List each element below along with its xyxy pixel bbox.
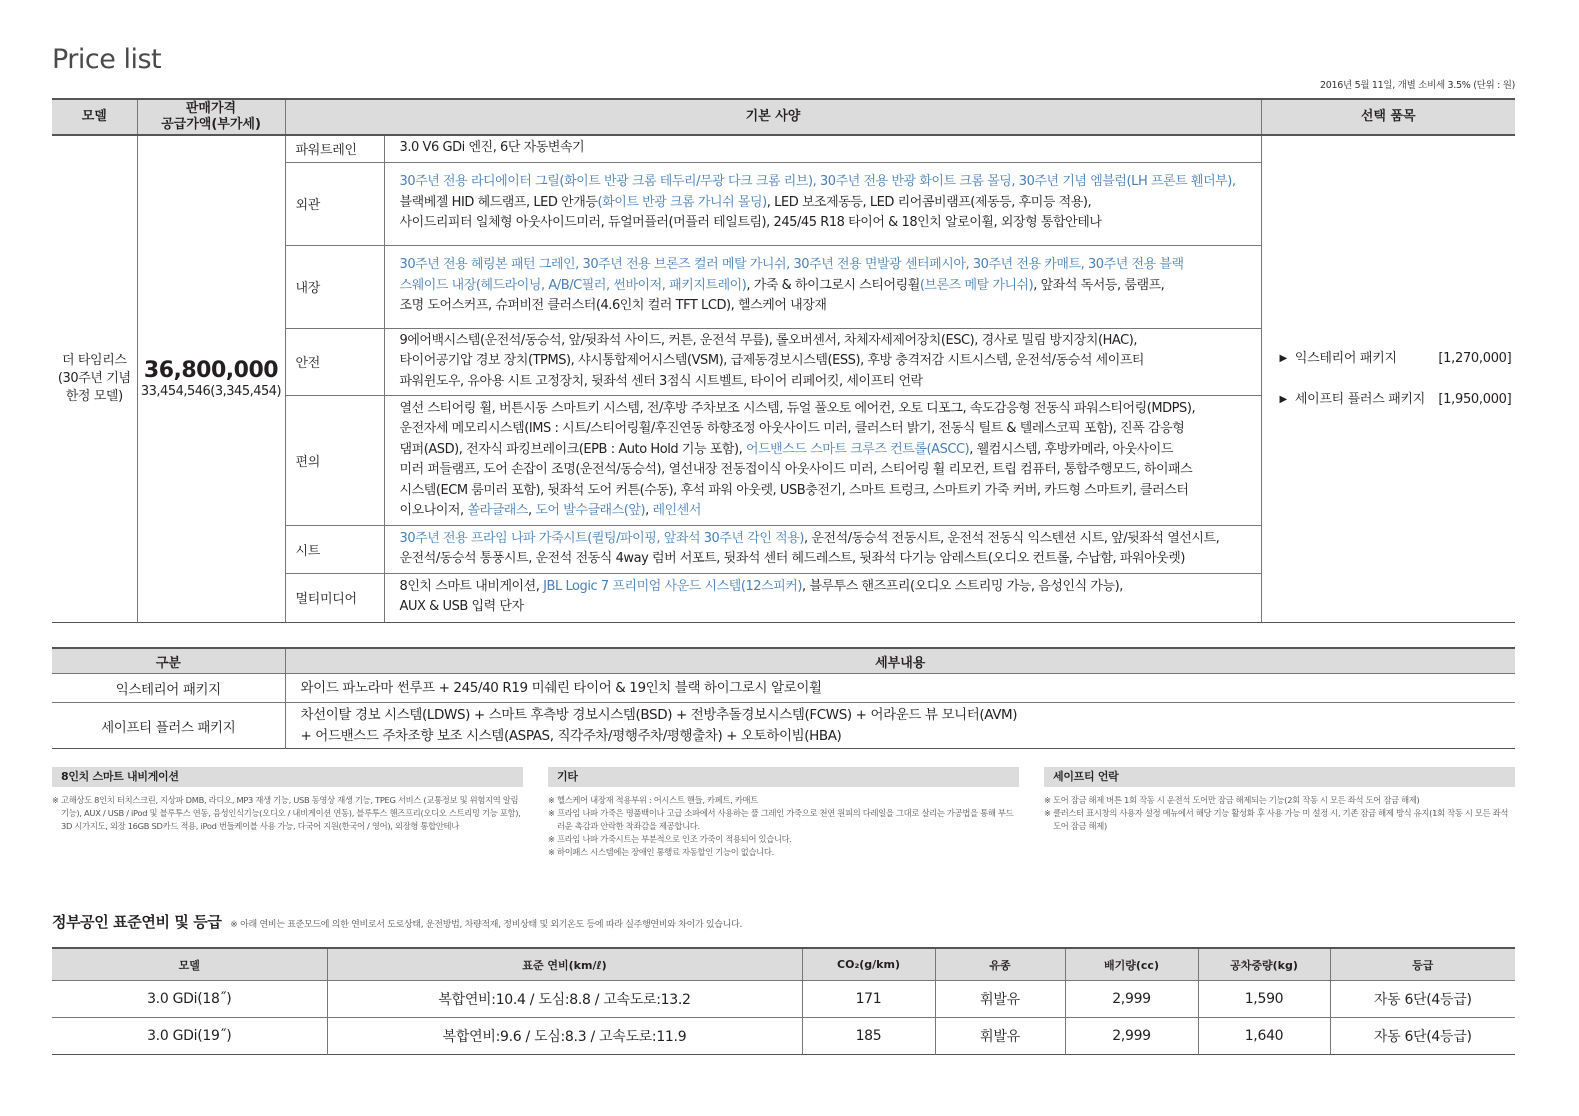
option-item [1280,338,1516,379]
header-price-line1: 판매가격 [185,101,237,116]
spec-text: 8인치 스마트 내비게이션, [399,578,544,594]
option-item [1280,379,1516,420]
package-table-header [52,648,1515,674]
model-row [52,135,1515,622]
fuel-note: ※ 아래 연비는 표준모드에 의한 연비로서 도로상태, 운전방법, 차량적재, 정비상태 및 외기온도 등에 따라 실주행연비와 차이가 있습니다. [230,920,743,930]
fuel-table-body [52,981,1515,1055]
fuel-cell: 1,590 [1198,981,1330,1018]
header-price [137,99,285,135]
fuel-cell: 복합연비:10.4 / 도심:8.8 / 고속도로:13.2 [327,981,802,1018]
spec-text: 3.0 V6 GDi 엔진, 6단 자동변속기 [399,140,585,155]
header-price-line2: 공급가액(부가세) [161,117,261,132]
fuel-cell: 휘발유 [935,1018,1065,1055]
package-table [52,647,1515,749]
spec-text: 9에어백시스템(운전석/동승석, 앞/뒷좌석 사이드, 커튼, 운전석 무릎), 롤오버센서, 차체자세제어장치(ESC), 경사로 밀림 방지장치(HAC), 타이어공기압 경보 장치(TPMS), 샤시통합제어시스템(VSM), 급제동경보시스템(ESS), 후방 충격저감 시트시스템, 운전석/동승석 세이프티 파워윈도우, 유아용 시트 고정장치, 뒷좌석 센터 3점식 시트벨트, 타이어 리페어킷, 세이프티 언락 [399,332,1145,389]
fuel-cell: 3.0 GDi(18˝) [52,981,327,1018]
note-heading: 기타 [548,767,1019,787]
spec-description [384,526,1261,574]
note-column [548,767,1019,859]
spec-text: 열선 스티어링 휠, 버튼시동 스마트키 시스템, 전/후방 주차보조 시스템, 듀얼 풀오토 에어컨, 오토 디포그, 속도감응형 전동식 파워스티어링(MDPS), 운전자세 메모리시스템(IMS : 시트/스티어링휠/후진연동 하향조정 아웃사이드 미러, 클러스터 밝기, 전동식 틸트 & 텔레스코픽 포함), 진폭 감응형 댐퍼(ASD), 전자식 파킹브레이크(EPB : Auto Hold 기능 포함), [399,400,1196,457]
package-detail: 차선이탈 경보 시스템(LDWS) + 스마트 후측방 경보시스템(BSD) + 전방추돌경보시스템(FCWS) + 어라운드 뷰 모니터(AVM) + 어드밴스드 주차조향 보조 시스템(ASPAS, 직각주차/평행주차/평행출차) + 오토하이빔(HBA) [300,707,1018,744]
fuel-header-cell: 모델 [52,948,327,981]
fuel-header-cell: 등급 [1330,948,1515,981]
highlighted-spec: 어드밴스드 스마트 크루즈 컨트롤(ASCC) [745,441,970,457]
package-name: 익스테리어 패키지 [52,674,285,703]
fuel-header-cell: CO₂(g/km) [802,948,935,981]
spec-row [286,396,1261,526]
fuel-cell: 171 [802,981,935,1018]
header-package-category: 구분 [52,648,285,674]
highlighted-spec: 레인센서 [652,503,701,518]
spec-text: , [645,503,653,518]
highlighted-spec: 쏠라글래스 [467,503,528,518]
option-name: 세이프티 플러스 패키지 [1294,391,1426,407]
fuel-header-cell: 배기량(cc) [1065,948,1198,981]
fuel-title-text: 정부공인 표준연비 및 등급 [52,913,222,931]
fuel-row [52,981,1515,1018]
spec-category: 파워트레인 [286,136,385,162]
note-item: ※ 도어 잠금 해제 버튼 1회 작동 시 운전석 도어만 잠금 해제되는 기능(2회 작동 시 모든 좌석 도어 잠금 해제) [1044,795,1420,805]
fuel-cell: 3.0 GDi(19˝) [52,1018,327,1055]
fuel-cell: 2,999 [1065,981,1198,1018]
model-name [52,135,137,622]
spec-row [286,136,1261,162]
highlighted-spec: 30주년 전용 라디에이터 그릴(화이트 반광 크롬 테두리/무광 다크 크롬 리브), 30주년 전용 반광 화이트 크롬 몰딩, 30주년 기념 엠블럼(LH 프론트 휀더부), [399,174,1236,190]
supply-price: 33,454,546(3,345,454) [140,384,282,400]
fuel-table [52,947,1515,1055]
spec-text: , 가죽 & 하이그로시 스티어링휠 [746,277,920,293]
arrow-icon: ▶ [1279,393,1287,405]
fuel-cell: 복합연비:9.6 / 도심:8.3 / 고속도로:11.9 [327,1018,802,1055]
fuel-cell: 185 [802,1018,935,1055]
option-name: 익스테리어 패키지 [1294,350,1397,366]
note-list [548,794,1019,859]
spec-category: 시트 [286,526,385,574]
highlighted-spec: 도어 발수글래스(앞) [535,503,646,518]
model-name-line: 더 타임리스 [61,352,127,368]
option-price: [1,270,000] [1438,350,1512,366]
spec-row [286,526,1261,574]
spec-cell [285,135,1261,622]
spec-text: , 블루투스 핸즈프리(오디오 스트리밍 가능, 음성인식 가능), AUX & USB 입력 단자 [399,578,1123,615]
spec-table [286,136,1261,622]
package-name: 세이프티 플러스 패키지 [52,703,285,749]
note-item: ※ 헬스케어 내장재 적용부위 : 어시스트 핸들, 카페트, 카매트 [548,795,758,805]
note-item: ※ 클러스터 표시창의 사용자 설정 메뉴에서 해당 기능 활성화 후 사용 가능 미 설정 시, 기존 잠금 해제 방식 유지(1회 작동 시 모든 좌석 도어 잠금 해제) [1044,808,1509,831]
fuel-cell: 2,999 [1065,1018,1198,1055]
price-table-header [52,99,1515,135]
package-detail: 와이드 파노라마 썬루프 + 245/40 R19 미쉐린 타이어 & 19인치 블랙 하이그로시 알로이휠 [285,674,1515,703]
note-column [52,767,523,833]
header-basic-spec: 기본 사양 [285,99,1261,135]
price-cell [137,135,285,622]
spec-row [286,574,1261,622]
note-heading: 8인치 스마트 내비게이션 [52,767,523,787]
note-item: ※ 프라임 나파 가죽시트는 부분적으로 인조 가죽이 적용되어 있습니다. [548,834,792,844]
fuel-header-cell: 표준 연비(km/ℓ) [327,948,802,981]
highlighted-spec: 30주년 전용 프라임 나파 가죽시트(퀼팅/파이핑, 앞좌석 30주년 각인 적용) [399,530,805,546]
arrow-icon: ▶ [1279,352,1287,364]
price-table [52,98,1515,623]
highlighted-spec: 30주년 전용 헤링본 패턴 그레인, 30주년 전용 브론즈 컬러 메탈 가니쉬, 30주년 전용 면발광 센터페시아, 30주년 전용 카매트, 30주년 전용 블랙 스웨이드 내장(헤드라이닝, A/B/C필러, 썬바이저, 패키지트레이) [399,257,1184,293]
page-title: Price list [52,44,162,75]
date-note: 2016년 5월 11일, 개별 소비세 3.5% (단위 : 원) [1320,80,1515,91]
spec-category: 내장 [286,245,385,328]
options-list [1280,338,1516,420]
fuel-header-cell: 유종 [935,948,1065,981]
note-column [1044,767,1515,833]
spec-description [384,574,1261,622]
header-package-detail: 세부내용 [285,648,1515,674]
spec-category: 멀티미디어 [286,574,385,622]
spec-description [384,328,1261,396]
package-table-body [52,674,1515,749]
note-list [52,794,523,833]
fuel-cell: 1,640 [1198,1018,1330,1055]
spec-text: , 웰컴시스템, 후방카메라, 아웃사이드 미러 퍼들램프, 도어 손잡이 조명(운전석/동승석), 열선내장 전동접이식 아웃사이드 미러, 스티어링 휠 리모컨, 트립 컴퓨터, 통합주행모드, 하이패스 시스템(ECM 룸미러 포함), 뒷좌석 도어 커튼(수동), 후석 파워 아웃렛, USB충전기, 스마트 트렁크, 스마트키 가죽 커버, 카드형 스마트키, 클러스터 이오나이저, [399,441,1193,518]
fuel-section-title [52,911,742,932]
fuel-header-cell: 공차중량(kg) [1198,948,1330,981]
spec-category: 안전 [286,328,385,396]
spec-text: , LED 보조제동등, LED 리어콤비램프(제동등, 후미등 적용), 사이드리피터 일체형 아웃사이드미러, 듀얼머플러(머플러 테일트림), 245/45 R18 타이어 & 18인치 알로이휠, 외장형 통합안테나 [399,194,1102,231]
fuel-cell: 휘발유 [935,981,1065,1018]
spec-row [286,162,1261,245]
spec-text: , 앞좌석 독서등, 룸램프, 조명 도어스커프, 슈퍼비전 클러스터(4.6인치 컬러 TFT LCD), 헬스케어 내장재 [399,277,1165,314]
note-heading: 세이프티 언락 [1044,767,1515,787]
note-item: ※ 프라임 나파 가죽은 명품백이나 고급 소파에서 사용하는 풀 그레인 가죽으로 천연 원피의 다레일을 그대로 살리는 가공법을 통해 부드러운 촉감과 안락한 착좌감을 제공합니다. [548,808,1014,831]
note-item: ※ 하이패스 시스템에는 장애인 통행료 자동할인 기능이 없습니다. [548,847,774,857]
fuel-row [52,1018,1515,1055]
highlighted-spec: (화이트 반광 크롬 가니쉬 몰딩) [597,194,767,210]
spec-text: , 운전석/동승석 전동시트, 운전석 전동식 익스텐션 시트, 앞/뒷좌석 열선시트, 운전석/동승석 통풍시트, 운전석 전동식 4way 럼버 서포트, 뒷좌석 센터 헤드레스트, 뒷좌석 다기능 암레스트(오디오 컨트롤, 수납함, 파워아웃렛) [399,530,1220,566]
spec-row [286,328,1261,396]
spec-row [286,245,1261,328]
header-options: 선택 품목 [1261,99,1515,135]
sale-price: 36,800,000 [143,358,279,384]
note-item: ※ 고해상도 8인치 터치스크린, 지상파 DMB, 라디오, MP3 재생 기능, USB 동영상 재생 기능, TPEG 서비스 (교통정보 및 위험지역 알림기능), AUX / USB / iPod 및 블루투스 연동, 음성인식기능(오디오 / 내비게이션 연동), 블루투스 핸즈프리(오디오 스트리밍 기능 포함), 3D 시가지도, 외장 16GB SD카드 적용, iPod 번들케이블 사용 가능, 다국어 지원(한국어 / 영어), 외장형 통합안테나 [52,795,521,831]
fuel-cell: 자동 6단(4등급) [1373,1029,1472,1045]
spec-text: , [527,503,536,518]
package-row [52,703,1515,749]
spec-description [384,396,1261,526]
spec-description [384,162,1261,245]
model-name-line: 한정 모델) [65,388,123,404]
note-list [1044,794,1515,833]
options-cell [1261,135,1515,622]
spec-category: 편의 [286,396,385,526]
spec-category: 외관 [286,162,385,245]
spec-description [384,245,1261,328]
highlighted-spec: JBL Logic 7 프리미엄 사운드 시스템(12스피커) [543,578,803,594]
spec-text: 블랙베젤 HID 헤드램프, LED 안개등 [399,194,598,210]
fuel-cell: 자동 6단(4등급) [1330,981,1515,1018]
fuel-table-header [52,948,1515,981]
model-name-line: (30주년 기념 [57,370,131,386]
highlighted-spec: (브론즈 메탈 가니쉬) [919,277,1034,293]
option-price: [1,950,000] [1438,391,1512,407]
spec-description [384,136,1261,162]
header-model: 모델 [52,99,137,135]
package-row [52,674,1515,703]
